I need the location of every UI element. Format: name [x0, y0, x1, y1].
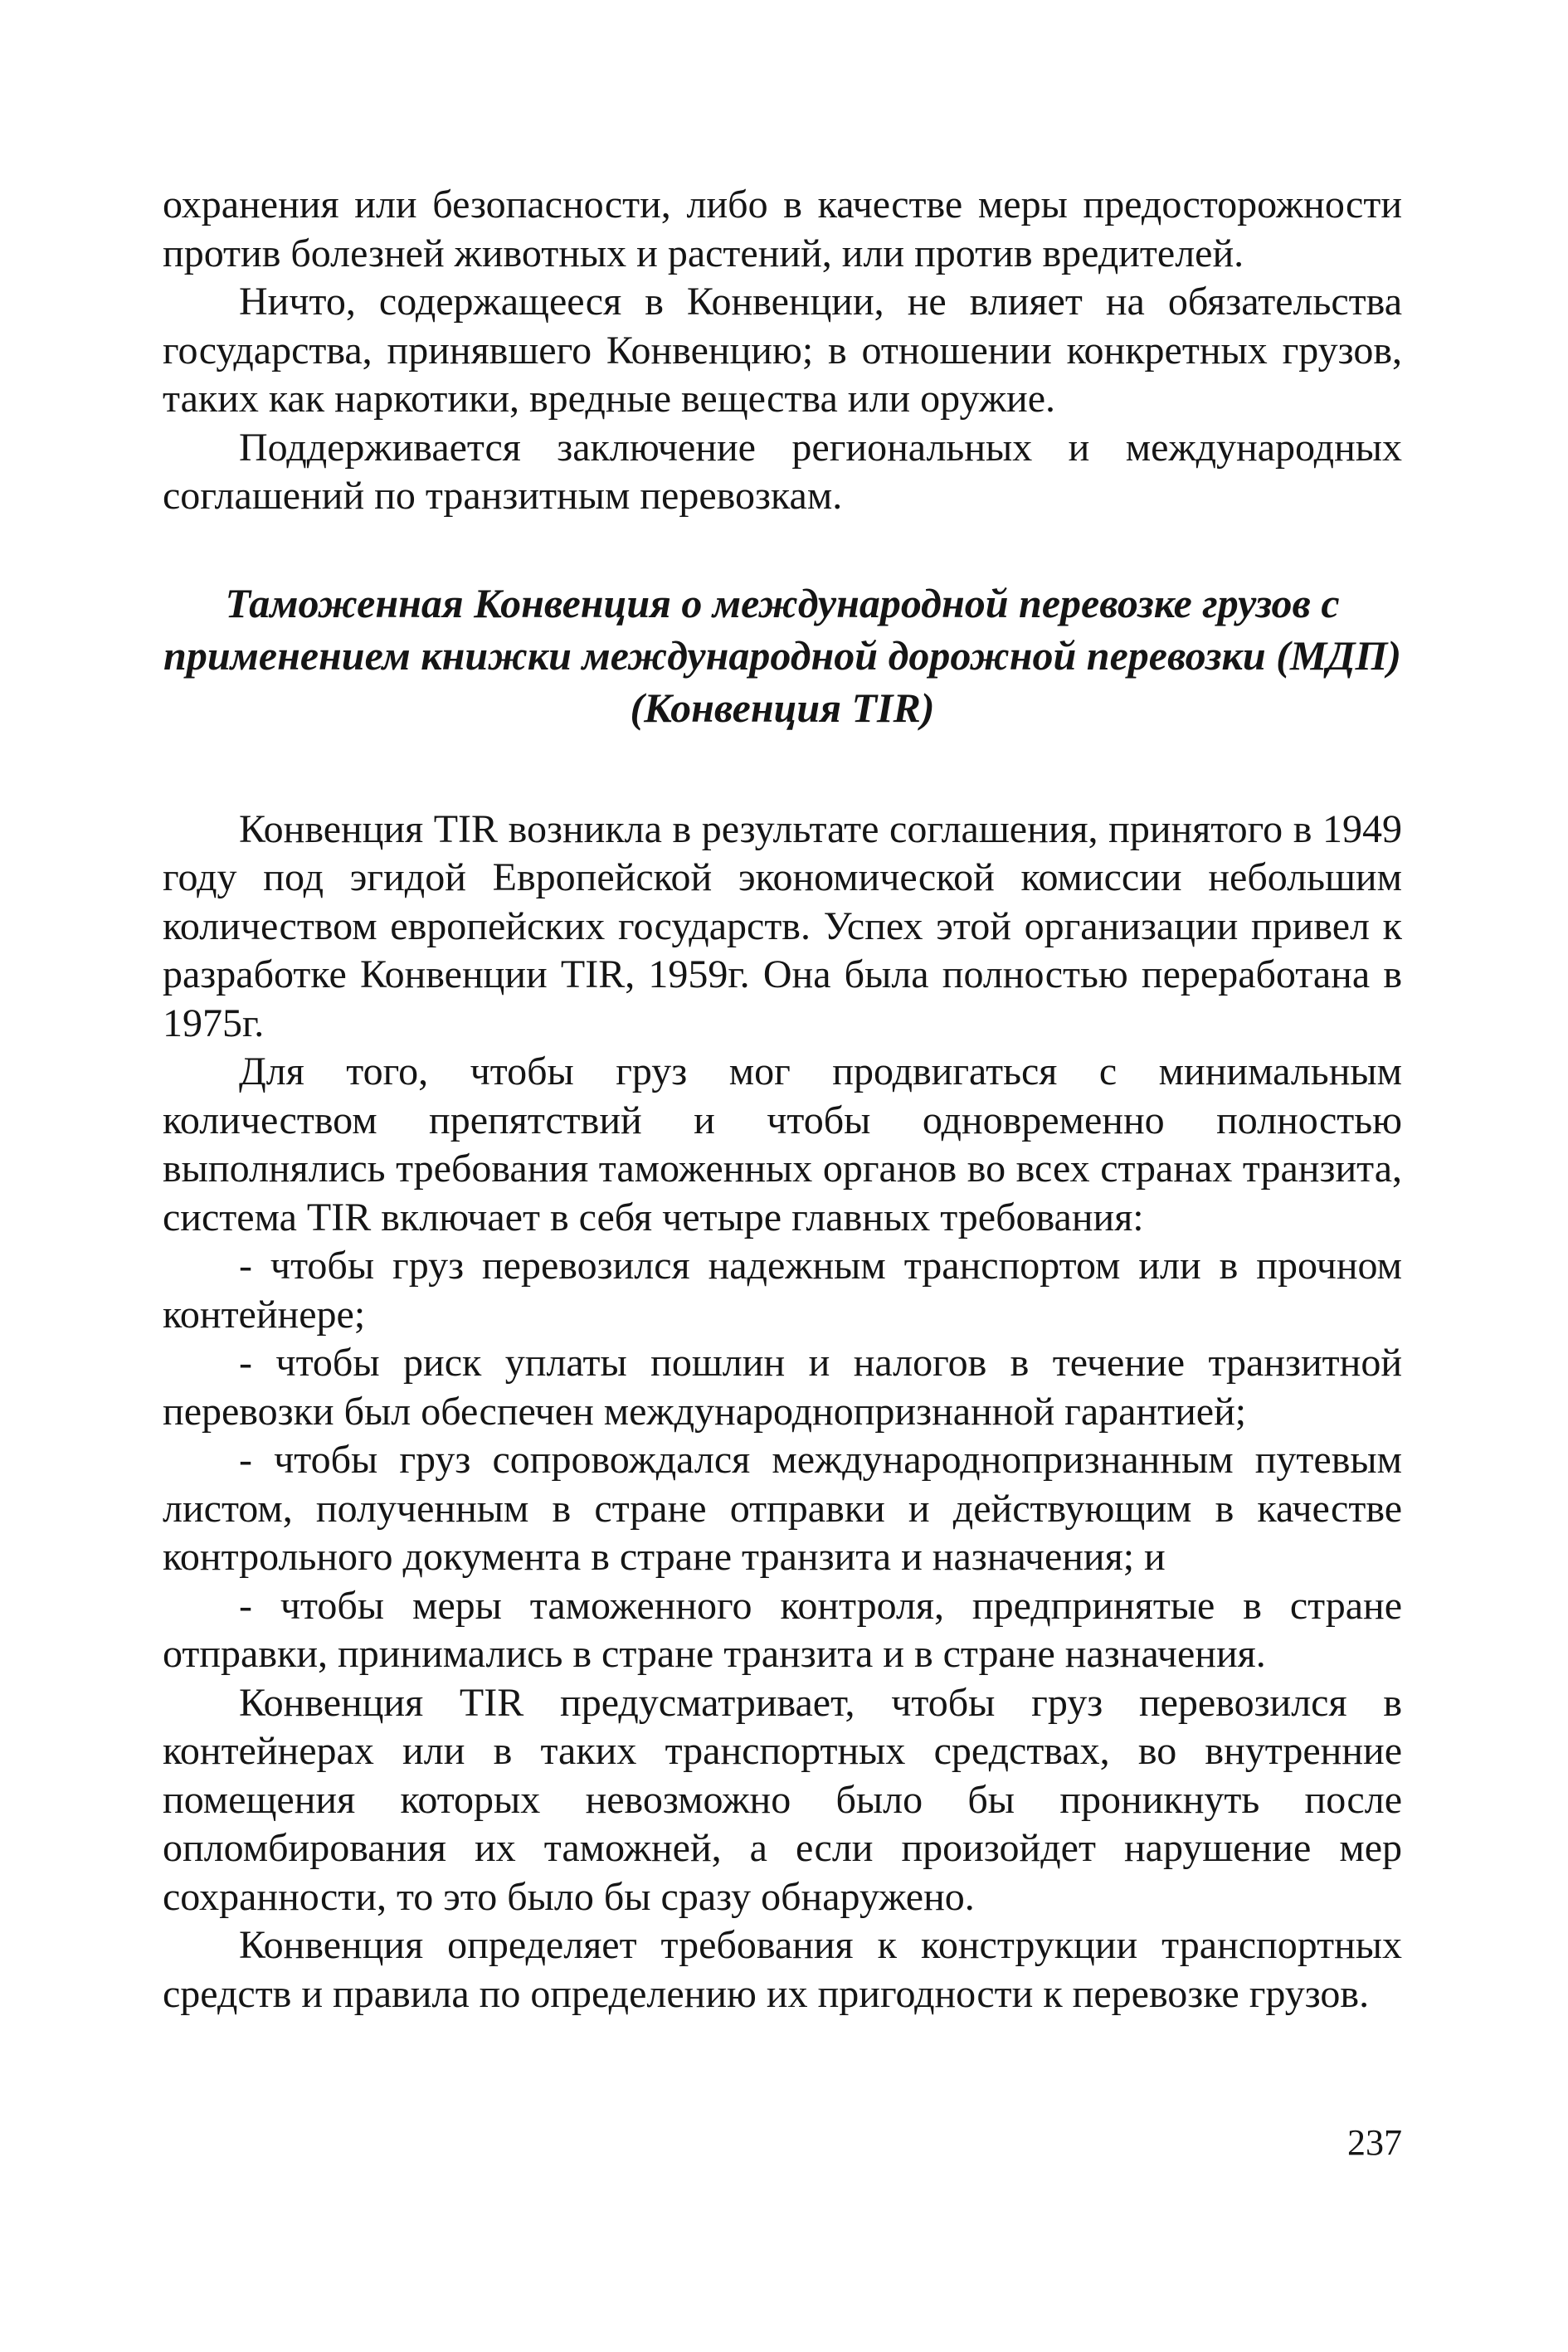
heading-spacer: [163, 734, 1402, 806]
list-item: - чтобы груз сопровождался международнопризнанным путевым листом, полученным в стране отправки и действующим в качестве контрольного документа в стране транзита и назначения; и: [163, 1438, 1402, 1579]
paragraph: Для того, чтобы груз мог продвигаться с минимальным количеством препятствий и чтобы одновременно полностью выполнялись требования таможенных органов во всех странах транзита, система TIR включает в себя четыре главных требования:: [163, 1049, 1402, 1239]
paragraph: Конвенция определяет требования к конструкции транспортных средств и правила по определению их пригодности к перевозке грузов.: [163, 1923, 1402, 2016]
paragraph-continuation: охранения или безопасности, либо в качестве меры предосторожности против болезней животных и растений, или против вредителей.: [163, 183, 1402, 275]
paragraph: Конвенция TIR предусматривает, чтобы груз перевозился в контейнерах или в таких транспортных средствах, во внутренние помещения которых невозможно было бы проникнуть после опломбирования их таможней, а если произойдет нарушение мер сохранности, то это было бы сразу обнаружено.: [163, 1680, 1402, 1919]
document-page: [163, 181, 1402, 2018]
list-item: - чтобы груз перевозился надежным транспортом или в прочном контейнере;: [163, 1244, 1402, 1337]
paragraph: Ничто, содержащееся в Конвенции, не влияет на обязательства государства, принявшего Конвенцию; в отношении конкретных грузов, таких как наркотики, вредные вещества или оружие.: [163, 280, 1402, 421]
list-item: - чтобы меры таможенного контроля, предпринятые в стране отправки, принимались в стране транзита и в стране назначения.: [163, 1583, 1402, 1676]
heading-line: (Конвенция TIR): [630, 684, 935, 731]
heading-line: Таможенная Конвенция о международной перевозке грузов с: [225, 579, 1340, 626]
section-heading: [163, 577, 1402, 734]
paragraph: Конвенция TIR возникла в результате соглашения, принятого в 1949 году под эгидой Европейской экономической комиссии небольшим количеством европейских государств. Успех этой организации привел к разработке Конвенции TIR, 1959г. Она была полностью переработана в 1975г.: [163, 806, 1402, 1045]
heading-line: применением книжки международной дорожной перевозки (МДП): [163, 631, 1401, 679]
paragraph: Поддерживается заключение региональных и международных соглашений по транзитным перевозкам.: [163, 425, 1402, 518]
list-item: - чтобы риск уплаты пошлин и налогов в течение транзитной перевозки был обеспечен международнопризнанной гарантией;: [163, 1341, 1402, 1434]
page-number: 237: [1347, 2122, 1402, 2163]
